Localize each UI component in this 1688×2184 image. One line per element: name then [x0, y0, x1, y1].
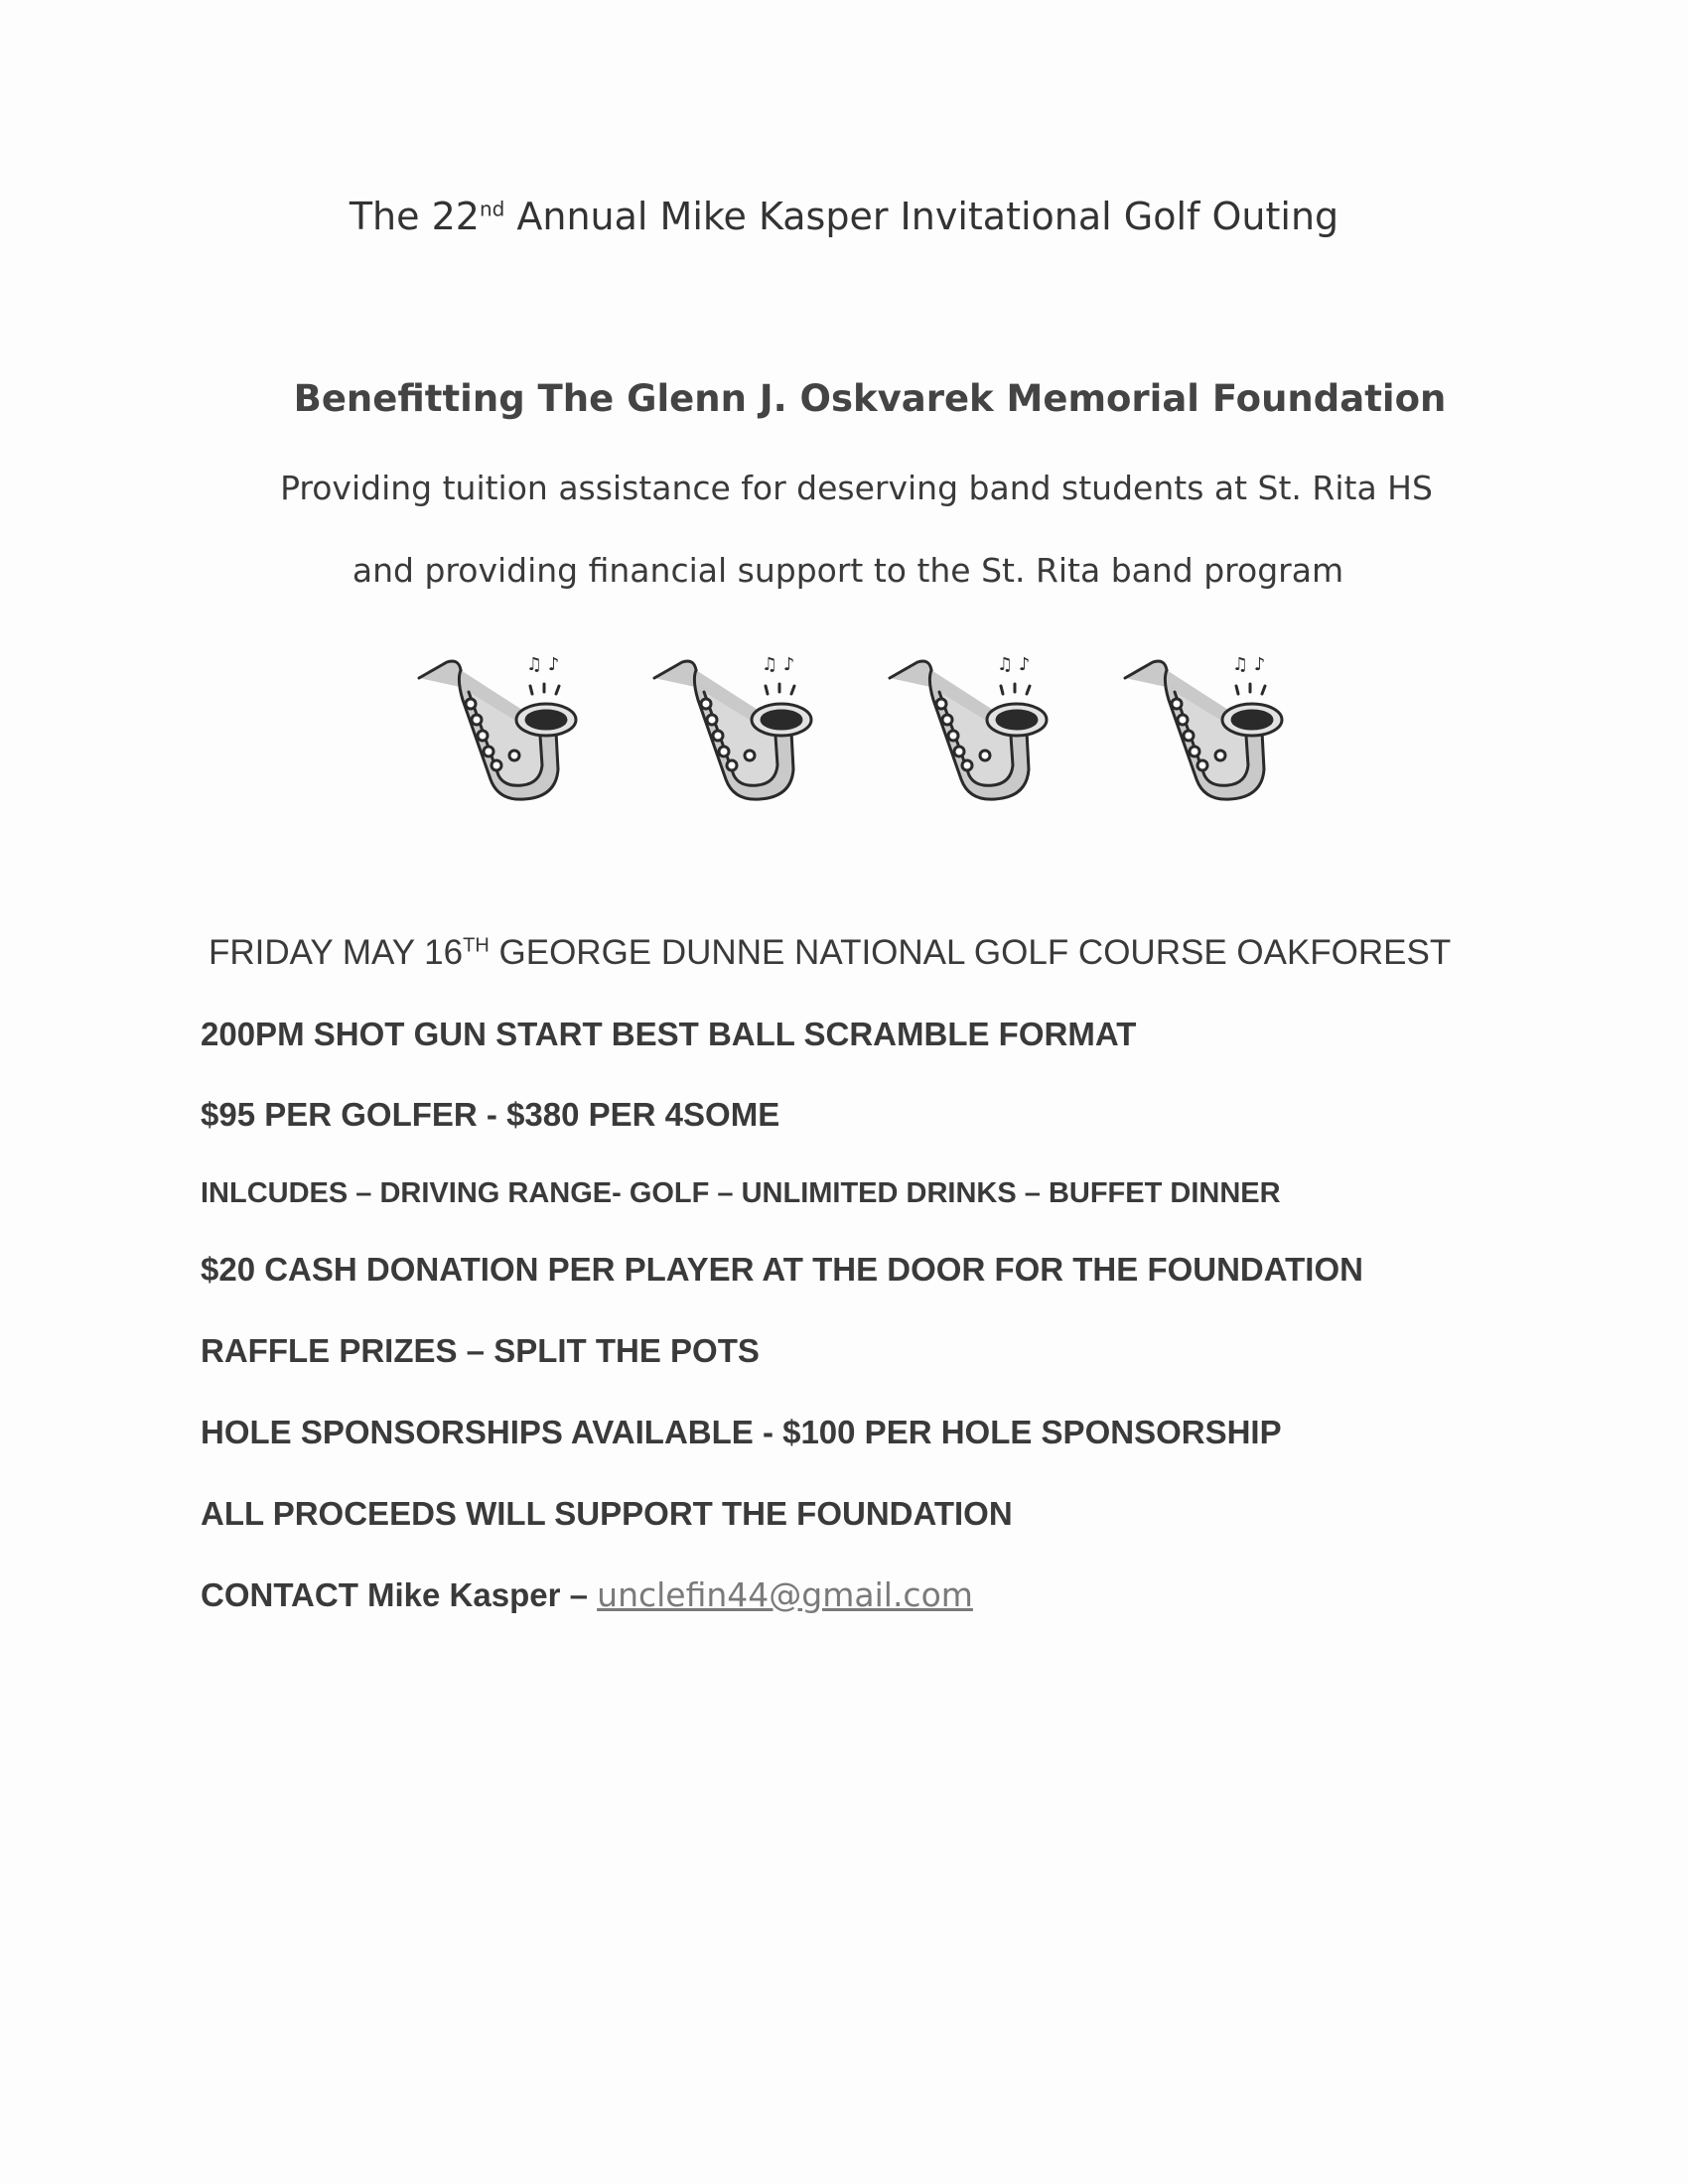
raffle-line: RAFFLE PRIZES – SPLIT THE POTS: [201, 1332, 760, 1369]
saxophone-icon: [407, 640, 586, 809]
saxophone-icon: [878, 640, 1056, 809]
contact-line: [201, 1575, 973, 1614]
title-suffix: Annual Mike Kasper Invitational Golf Outing: [504, 195, 1339, 238]
page-title: [0, 195, 1688, 238]
includes-line: INLCUDES – DRIVING RANGE- GOLF – UNLIMITED DRINKS – BUFFET DINNER: [201, 1177, 1281, 1209]
svg-text:♫ ♪: ♫ ♪: [526, 654, 560, 675]
saxophone-icon: [1113, 640, 1292, 809]
start-format-line: 200PM SHOT GUN START BEST BALL SCRAMBLE FORMAT: [201, 1016, 1137, 1052]
beneficiary-heading: Benefitting The Glenn J. Oskvarek Memorial Foundation: [293, 377, 1447, 420]
svg-text:♫ ♪: ♫ ♪: [997, 654, 1031, 675]
proceeds-line: ALL PROCEEDS WILL SUPPORT THE FOUNDATION: [201, 1495, 1013, 1532]
sponsorship-line: HOLE SPONSORSHIPS AVAILABLE - $100 PER HOLE SPONSORSHIP: [201, 1414, 1282, 1450]
mission-line-1: Providing tuition assistance for deserving band students at St. Rita HS: [280, 469, 1433, 507]
title-ordinal: nd: [479, 197, 505, 221]
mission-line-2: and providing financial support to the St. Rita band program: [352, 551, 1344, 590]
date-location-line: [209, 933, 1451, 973]
date-prefix: FRIDAY MAY 16: [209, 933, 464, 972]
contact-email-link[interactable]: unclefin44@gmail.com: [597, 1575, 973, 1614]
saxophone-icon: [642, 640, 821, 809]
svg-text:♫ ♪: ♫ ♪: [1232, 654, 1266, 675]
title-prefix: The 22: [349, 195, 480, 238]
date-ordinal: TH: [463, 934, 490, 957]
date-suffix: GEORGE DUNNE NATIONAL GOLF COURSE OAKFOREST: [489, 933, 1452, 972]
contact-label: CONTACT Mike Kasper –: [201, 1576, 598, 1613]
donation-line: $20 CASH DONATION PER PLAYER AT THE DOOR FOR THE FOUNDATION: [201, 1251, 1363, 1288]
saxophone-row: [407, 640, 1301, 809]
price-line: $95 PER GOLFER - $380 PER 4SOME: [201, 1096, 780, 1133]
svg-text:♫ ♪: ♫ ♪: [762, 654, 795, 675]
